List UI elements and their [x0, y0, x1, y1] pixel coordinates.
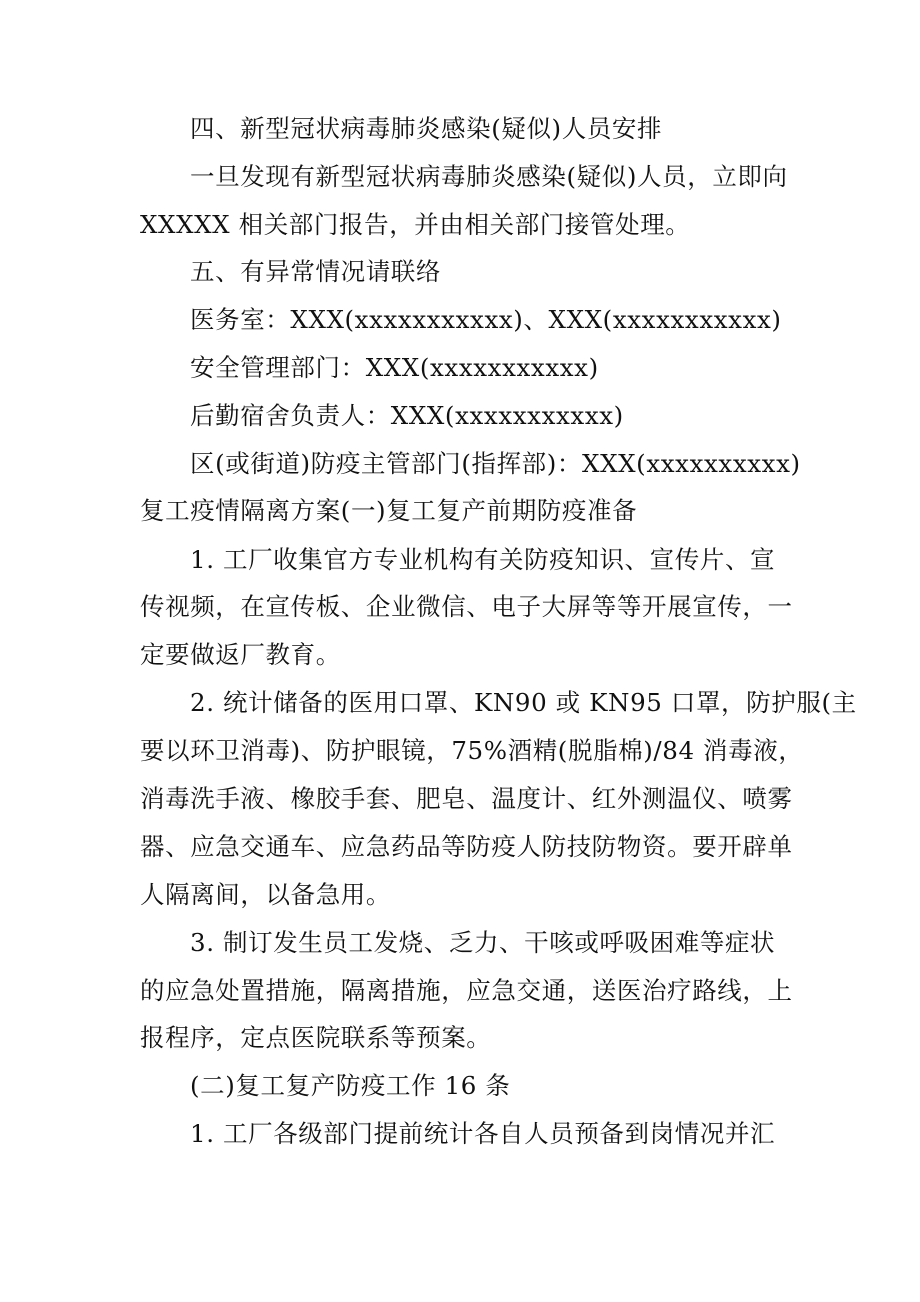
section-heading-2: (二)复工复产防疫工作 16 条 [190, 1071, 511, 1100]
section-heading-4: 四、新型冠状病毒肺炎感染(疑似)人员安排 [190, 114, 663, 143]
paragraph-line: 消毒洗手液、橡胶手套、肥皂、温度计、红外测温仪、喷雾 [140, 784, 793, 813]
contact-line-district: 区(或街道)防疫主管部门(指挥部)：XXX(xxxxxxxxxx) [190, 449, 801, 478]
paragraph-line: 人隔离间，以备急用。 [140, 880, 391, 909]
section-title-plan: 复工疫情隔离方案(一)复工复产前期防疫准备 [140, 496, 638, 525]
list-item-1: 1. 工厂收集官方专业机构有关防疫知识、宣传片、宣 [190, 545, 776, 574]
paragraph-line: 要以环卫消毒)、防护眼镜，75%酒精(脱脂棉)/84 消毒液， [140, 736, 804, 765]
paragraph-line: 器、应急交通车、应急药品等防疫人防技防物资。要开辟单 [140, 832, 793, 861]
paragraph-line: 报程序，定点医院联系等预案。 [140, 1023, 492, 1052]
contact-line-dormitory: 后勤宿舍负责人：XXX(xxxxxxxxxxx) [190, 401, 624, 430]
paragraph-line: 定要做返厂教育。 [140, 640, 341, 669]
list-item-3: 3. 制订发生员工发烧、乏力、干咳或呼吸困难等症状 [190, 928, 776, 957]
paragraph-line: 的应急处置措施，隔离措施，应急交通，送医治疗路线，上 [140, 976, 793, 1005]
paragraph-line: 传视频，在宣传板、企业微信、电子大屏等等开展宣传，一 [140, 592, 793, 621]
paragraph-line: 一旦发现有新型冠状病毒肺炎感染(疑似)人员，立即向 [190, 162, 788, 191]
list-item-2: 2. 统计储备的医用口罩、KN90 或 KN95 口罩，防护服(主 [190, 688, 857, 717]
contact-line-safety-dept: 安全管理部门：XXX(xxxxxxxxxxx) [190, 353, 599, 382]
paragraph-line: XXXXX 相关部门报告，并由相关部门接管处理。 [140, 210, 691, 239]
section-heading-5: 五、有异常情况请联络 [190, 257, 441, 286]
list-item-1: 1. 工厂各级部门提前统计各自人员预备到岗情况并汇 [190, 1119, 776, 1148]
contact-line-medical-office: 医务室：XXX(xxxxxxxxxxx)、XXX(xxxxxxxxxxx) [190, 305, 782, 334]
